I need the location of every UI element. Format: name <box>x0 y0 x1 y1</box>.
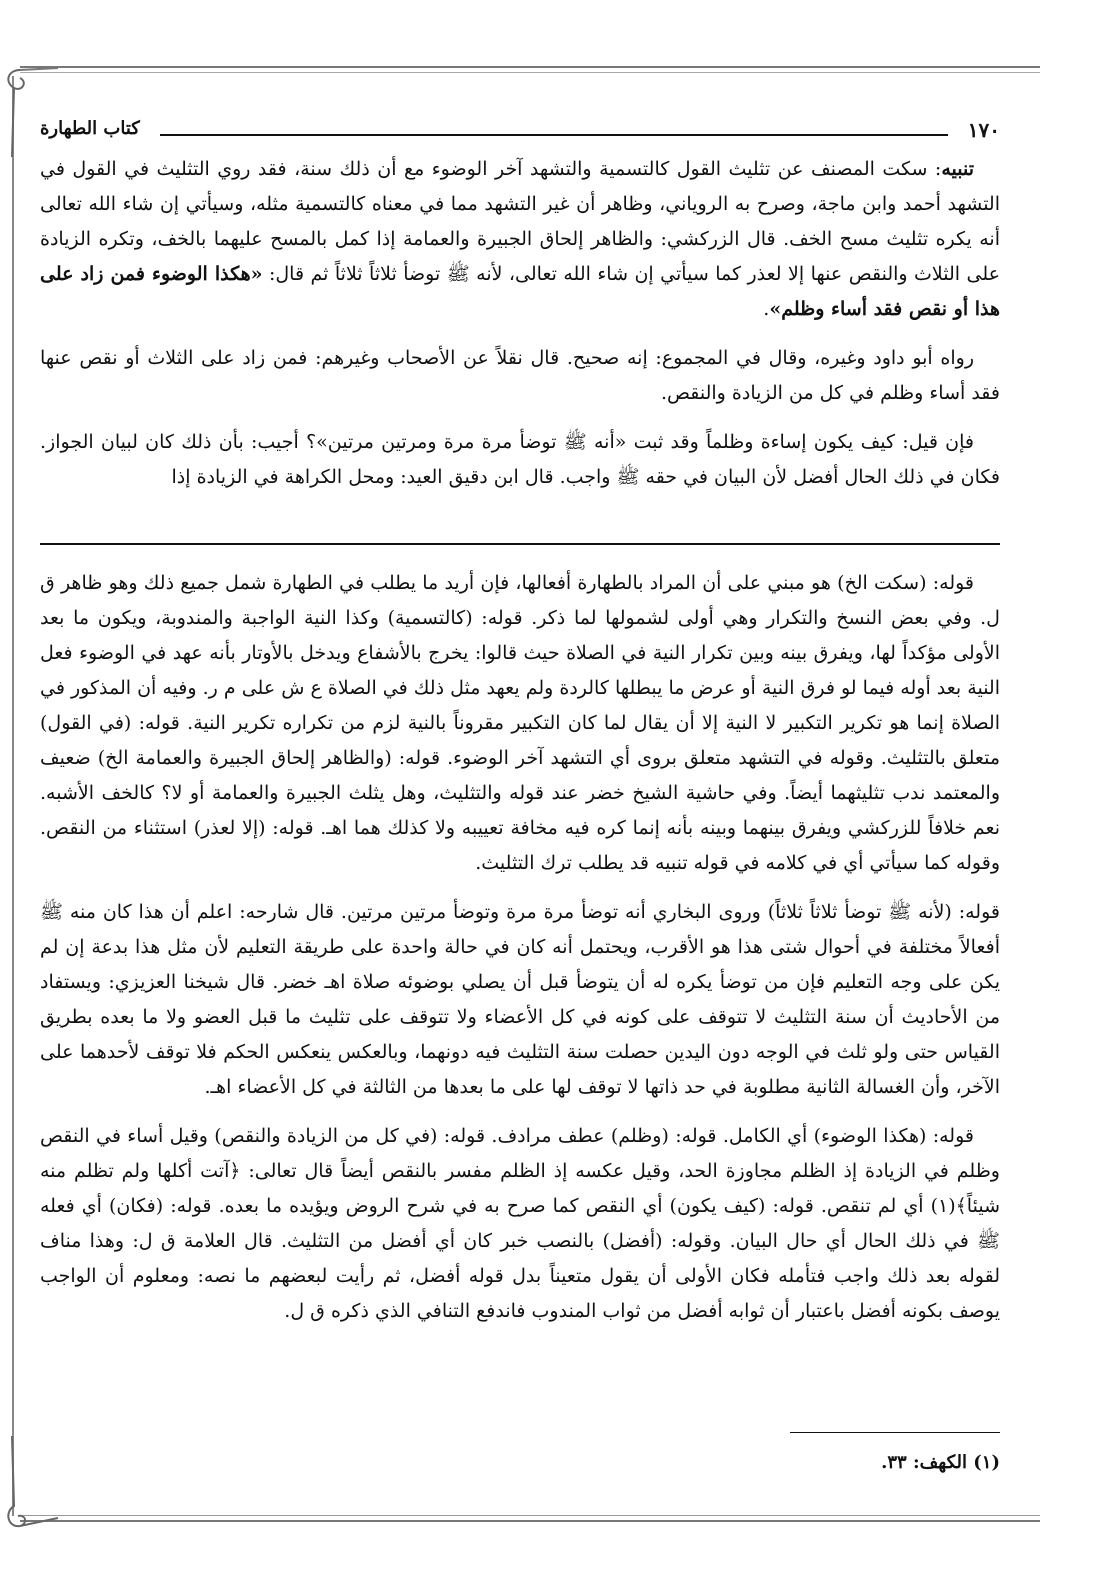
page-number: ١٧٠ <box>967 118 1000 142</box>
commentary-paragraph-2: قوله: (لأنه ﷺ توضأ ثلاثاً ثلاثاً) وروى البخاري أنه توضأ مرة مرة وتوضأ مرتين مرتين. قال شارحه: اعلم أن هذا كان منه ﷺ أفعالاً مختلفة في أحوال شتى هذا هو الأقرب، ويحتمل أنه كان في حالة واحدة على طريقة التعليم لأن مثل هذا بدعة إن لم يكن على وجه التعليم فإن من توضأ يكره له أن يتوضأ قبل أن يصلي بوضوئه صلاة اهـ خضر. قال شيخنا العزيزي: ويستفاد من الأحاديث أن سنة التثليث لا تتوقف على كونه في كل الأعضاء ولا تتوقف على تثليث ما قبل العضو ولا ما بعده بطريق القياس حتى ولو ثلث في الوجه دون اليدين حصلت سنة التثليث فيه دونهما، وبالعكس ينعكس الحكم فلا توقف لأحدهما على الآخر، وأن الغسالة الثانية مطلوبة في حد ذاتها لا توقف لها على ما بعدها من الثالثة في كل الأعضاء اهـ. <box>40 901 1000 1098</box>
text-commentary-separator <box>40 543 1000 545</box>
footnote-rule <box>790 1432 1000 1433</box>
commentary <box>40 566 1000 1343</box>
main-paragraph-1-body: : سكت المصنف عن تثليث القول كالتسمية والتشهد آخر الوضوء مع أن ذلك سنة، فقد روي التثليث في القول في التشهد أحمد وابن ماجة، وصرح به الروياني، وظاهر أن غير التشهد مما في معناه كالتسمية مثله، وسيأتي إن شاء الله تعالى أنه يكره تثليث مسح الخف. قال الزركشي: والظاهر إلحاق الجبيرة والعمامة إذا كمل بالمسح عليهما بالخف، وتكره الزيادة على الثلاث والنقص عنها إلا لعذر كما سيأتي إن شاء الله تعالى، لأنه ﷺ توضأ ثلاثاً ثلاثاً ثم قال: <box>40 158 1000 285</box>
main-paragraph-1 <box>40 152 1000 327</box>
hadith-quote: «هكذا الوضوء فمن زاد على هذا أو نقص فقد أساء وظلم» <box>40 263 1000 320</box>
ornamental-frame-top <box>20 66 1040 73</box>
tanbih-label: تنبيه <box>941 158 974 180</box>
ornamental-frame-left <box>12 76 17 1516</box>
main-paragraph-2: رواه أبو داود وغيره، وقال في المجموع: إنه صحيح. قال نقلاً عن الأصحاب وغيرهم: فمن زاد على الثلاث أو نقص عنها فقد أساء وظلم في كل من الزيادة والنقص. <box>40 347 1000 404</box>
main-paragraph-3: فإن قيل: كيف يكون إساءة وظلماً وقد ثبت «أنه ﷺ توضأ مرة مرة ومرتين مرتين»؟ أجيب: بأن ذلك كان لبيان الجواز. فكان في ذلك الحال أفضل لأن البيان في حقه ﷺ واجب. قال ابن دقيق العيد: ومحل الكراهة في الزيادة إذا <box>40 431 1000 488</box>
header-rule <box>160 134 948 136</box>
main-text <box>40 152 1000 509</box>
ornament-corner-top-icon <box>0 62 60 162</box>
footnote: (١) الكهف: ٣٣. <box>881 1452 1000 1473</box>
page-header <box>40 118 1000 144</box>
main-paragraph-1-end: . <box>763 298 770 320</box>
running-title: كتاب الطهارة <box>40 118 140 139</box>
ornamental-frame-bottom <box>20 1515 1040 1522</box>
commentary-paragraph-3: قوله: (هكذا الوضوء) أي الكامل. قوله: (وظلم) عطف مرادف. قوله: (في كل من الزيادة والنقص) وقيل أساء في النقص وظلم في الزيادة إذ الظلم مجاوزة الحد، وقيل عكسه إذ الظلم مفسر بالنقص أيضاً قال تعالى: ﴿آتت أكلها ولم تظلم منه شيئاً﴾(١) أي لم تنقص. قوله: (كيف يكون) أي النقص كما صرح به في شرح الروض ويؤيده ما بعده. قوله: (فكان) أي فعله ﷺ في ذلك الحال أي حال البيان. وقوله: (أفضل) بالنصب خبر كان أي أفضل من التثليث. قال العلامة ق ل: وهذا مناف لقوله بعد ذلك واجب فتأمله فكان الأولى أن يقول متعيناً بدل قوله أفضل، ثم رأيت لبعضهم ما نصه: ومعلوم أن الواجب يوصف بكونه أفضل باعتبار أن ثوابه أفضل من ثواب المندوب فاندفع التنافي الذي ذكره ق ل. <box>40 1125 1000 1322</box>
commentary-paragraph-1: قوله: (سكت الخ) هو مبني على أن المراد بالطهارة أفعالها، فإن أريد ما يطلب في الطهارة شمل جميع ذلك وهو ظاهر ق ل. وفي بعض النسخ والتكرار وهي أولى لشمولها لما ذكر. قوله: (كالتسمية) وكذا النية الواجبة والمندوبة، ويكون ما بعد الأولى مؤكداً لها، ويفرق بينه وبين تكرار النية في الصلاة حيث قالوا: يخرج بالأشفاع ويدخل بالأوتار بأنه عهد في الوضوء فعل النية بعد أوله فيما لو فرق النية أو عرض ما يبطلها كالردة ولم يعهد مثل ذلك في الصلاة ع ش على م ر. وفيه أن المذكور في الصلاة إنما هو تكرير التكبير لا النية إلا أن يقال لما كان التكبير مقروناً بالنية لزم من تكراره تكرير النية. قوله: (في القول) متعلق بالتثليث. وقوله في التشهد متعلق بروى أي التشهد آخر الوضوء. قوله: (والظاهر إلحاق الجبيرة والعمامة الخ) ضعيف والمعتمد ندب تثليثهما أيضاً. وفي حاشية الشيخ خضر عند قوله والتثليث، وهل يثلث الجبيرة والعمامة أو لا؟ كالخف الأشبه. نعم خلافاً للزركشي ويفرق بينهما وبينه بأنه إنما كره فيه مخافة تعييبه ولا كذلك هما اهـ. قوله: (إلا لعذر) استثناء من النقص. وقوله كما سيأتي أي في كلامه في قوله تنبيه قد يطلب ترك التثليث. <box>40 572 1000 874</box>
